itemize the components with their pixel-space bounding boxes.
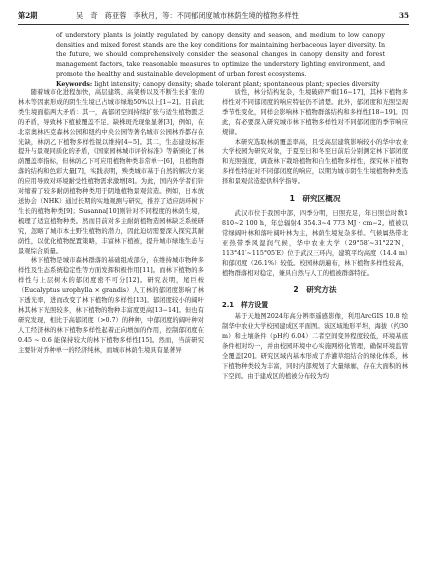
running-header: [18, 8, 409, 25]
paragraph: 林下植物是城市森林群落的基础组成部分，在维持城市物种多样性及生态系统稳定性等方面发挥积极作用[11]。而林下植物的多样性与上层树木的郁闭度密不可分[12]。研究表明，尾巨桉（Eucalyptus urophylla × grandis）人工林的郁闭度影响了林下透光率，进而改变了林下植物的多样性[13]。郁闭度较小的阔叶林其林下光照较多，林下植物的物种丰富度更高[13−14]。但也有研究发现，相比于高郁闭度（>0.7）的种种，中郁闭度的阔叶种对人工经济林的林下植物多样性起着正向增加的作用，控制郁闭度在 0.45 ~ 0.6 能保持较大的林下植物多样性[15]。然而，当前研究主要针对乔种单一的经济纯林，而城市林荫生境具有显著异: [18, 257, 204, 354]
section-heading: 2 研究方法: [293, 285, 337, 295]
paragraph: 武汉市位于我国中部，四季分明，日照充足，年日照总时数1 810~2 100 h，年总辐射4 354.3~4 773 MJ · cm−2。植被以常绿阔叶林和落叶阔叶林为主，林荫生境复杂多样。气候属热带北亚热带季风湿润气候，华中农业大学（29°58′~31°22′N，113°41′~115°05′E）位于武汉三环内，建筑平均高度（14.4 m）和郁闭度（26.1%）较低。校园林荫遍布，林下植物多样性较高，植物群落相对稳定，兼具自然与人工的植被群落特征。: [222, 210, 408, 277]
left-column: [18, 88, 204, 355]
paragraph: 基于天地图2024年高分辨率遥感影像，利用ArcGIS 10.8 绘制华中农业大学校园建成区平面图。该区域地形平坦，海拔（约30 m）和土壤条件（pH约 6.04）二者空间变异程度较低，环境基底条件相对均一，并由校园环境中心实施网格化管理，确保环境监管全覆盖[20]。研究区域内基本形成了乔灌草组结合的绿化体系，林下植物种类较为丰富，同时内部规划了大量绿廊，存在大面积的林下空间。由于建成区的植被分布较为均: [222, 313, 408, 380]
paragraph: 随着城市化进程加快，高层建筑、高架桥以及不断生长扩张的林木等因素形成的阴生生境已占城市绿地50%以上[1−2]。目前此类生境面临两大矛盾：其一，高郁闭空间持续扩张与适生植物匮乏的矛盾，导致林下植被覆盖不足、缺株斑秃现象显著[3]，例如，在北京奥林匹克森林公园和纽约中央公园等著名城市公园林乔都存在光缺，林荫乙下植物多样性锐以维持[4−5]。其二，生态建设标准提升与景观同质化的矛盾，《国家园林城市评价标准》等新颁化了林荫覆盖率指标，但林荫乙下可应用植物种类非常单一[6]，且植物群落的结构和色彩大量[7]，实践表明，殃类城市基于自然的解决方案的应用导致对环境耐受性植物需求激增[8]。为此，国内外学者们针对缩着了较多耐荫植物种类用于阴地植物景观营造。例如，日本放送协会（NHK）通过长期的实地观测与研究，推荐了适应荫环树下生长的植物种类[9]；Susanna[10]则针对不同程度的林荫生境，梳理了适宜植物种类。然而目前对多主耐荫植物造园林缺乏系统研究，忽略了城市本土野生植物的潜力，因此迫切需要深入探究其耐荫性，以优化植物配置策略，丰富林下植被，提升城市绿地生态与景观综合质量。: [18, 89, 204, 255]
english-abstract: [56, 31, 385, 89]
abstract-text: of understory plants is jointly regulated by canopy density and season, and medium to low canopy densities and mixed forest stands are the key conditions for maintaining herbaceous layer diversity. In the future, we should comprehensively consider the seasonal changes in canopy density and forest management factors, take reasonable measures to optimize the understory lighting environment, and promote the healthy and sustainable development of urban forest ecosystems.: [56, 32, 385, 78]
issue-label: 第2期: [18, 11, 38, 20]
subsection-heading: 2.1 样方设置: [222, 301, 269, 310]
running-title: 吴 奇 蒋亚蓉 李秋月，等：不同郁闭度城市林荫生境的植物多样性: [76, 11, 299, 20]
section-heading: 1 研究区概况: [289, 194, 341, 204]
paragraph: 本研究选取林荫覆盖率高，且受高层建筑影响较小的华中农业大学校园为研究对象，于夏至日和冬至日前后分别测定林下郁闭度和光照强度，调查林下栽培植物和自生植物多样性，探究林下植物多样性特征对不同郁闭度的响应，以期为城市阴生生境植物种类选择和景观营造提供科学指导。: [222, 138, 408, 186]
right-column: [222, 88, 408, 382]
keywords-label: Keywords:: [56, 80, 93, 88]
keywords-text: light intensity; canopy density; shade tolerant plant; spontaneous plant; species diversity: [92, 80, 380, 88]
paragraph: 质性，林分结构复杂，生境破碎严重[16−17]，其林下植物多样性对不同郁闭度的响应特征仍不清楚。此外，郁闭度和光照呈现季节性变化，同样会影响林下植物群落结构和多样性[18−19]。因此，有必要深入研究城市林下植物多样性对不同郁闭度的季节响应规律。: [222, 89, 408, 136]
page-number: 35: [398, 11, 409, 20]
